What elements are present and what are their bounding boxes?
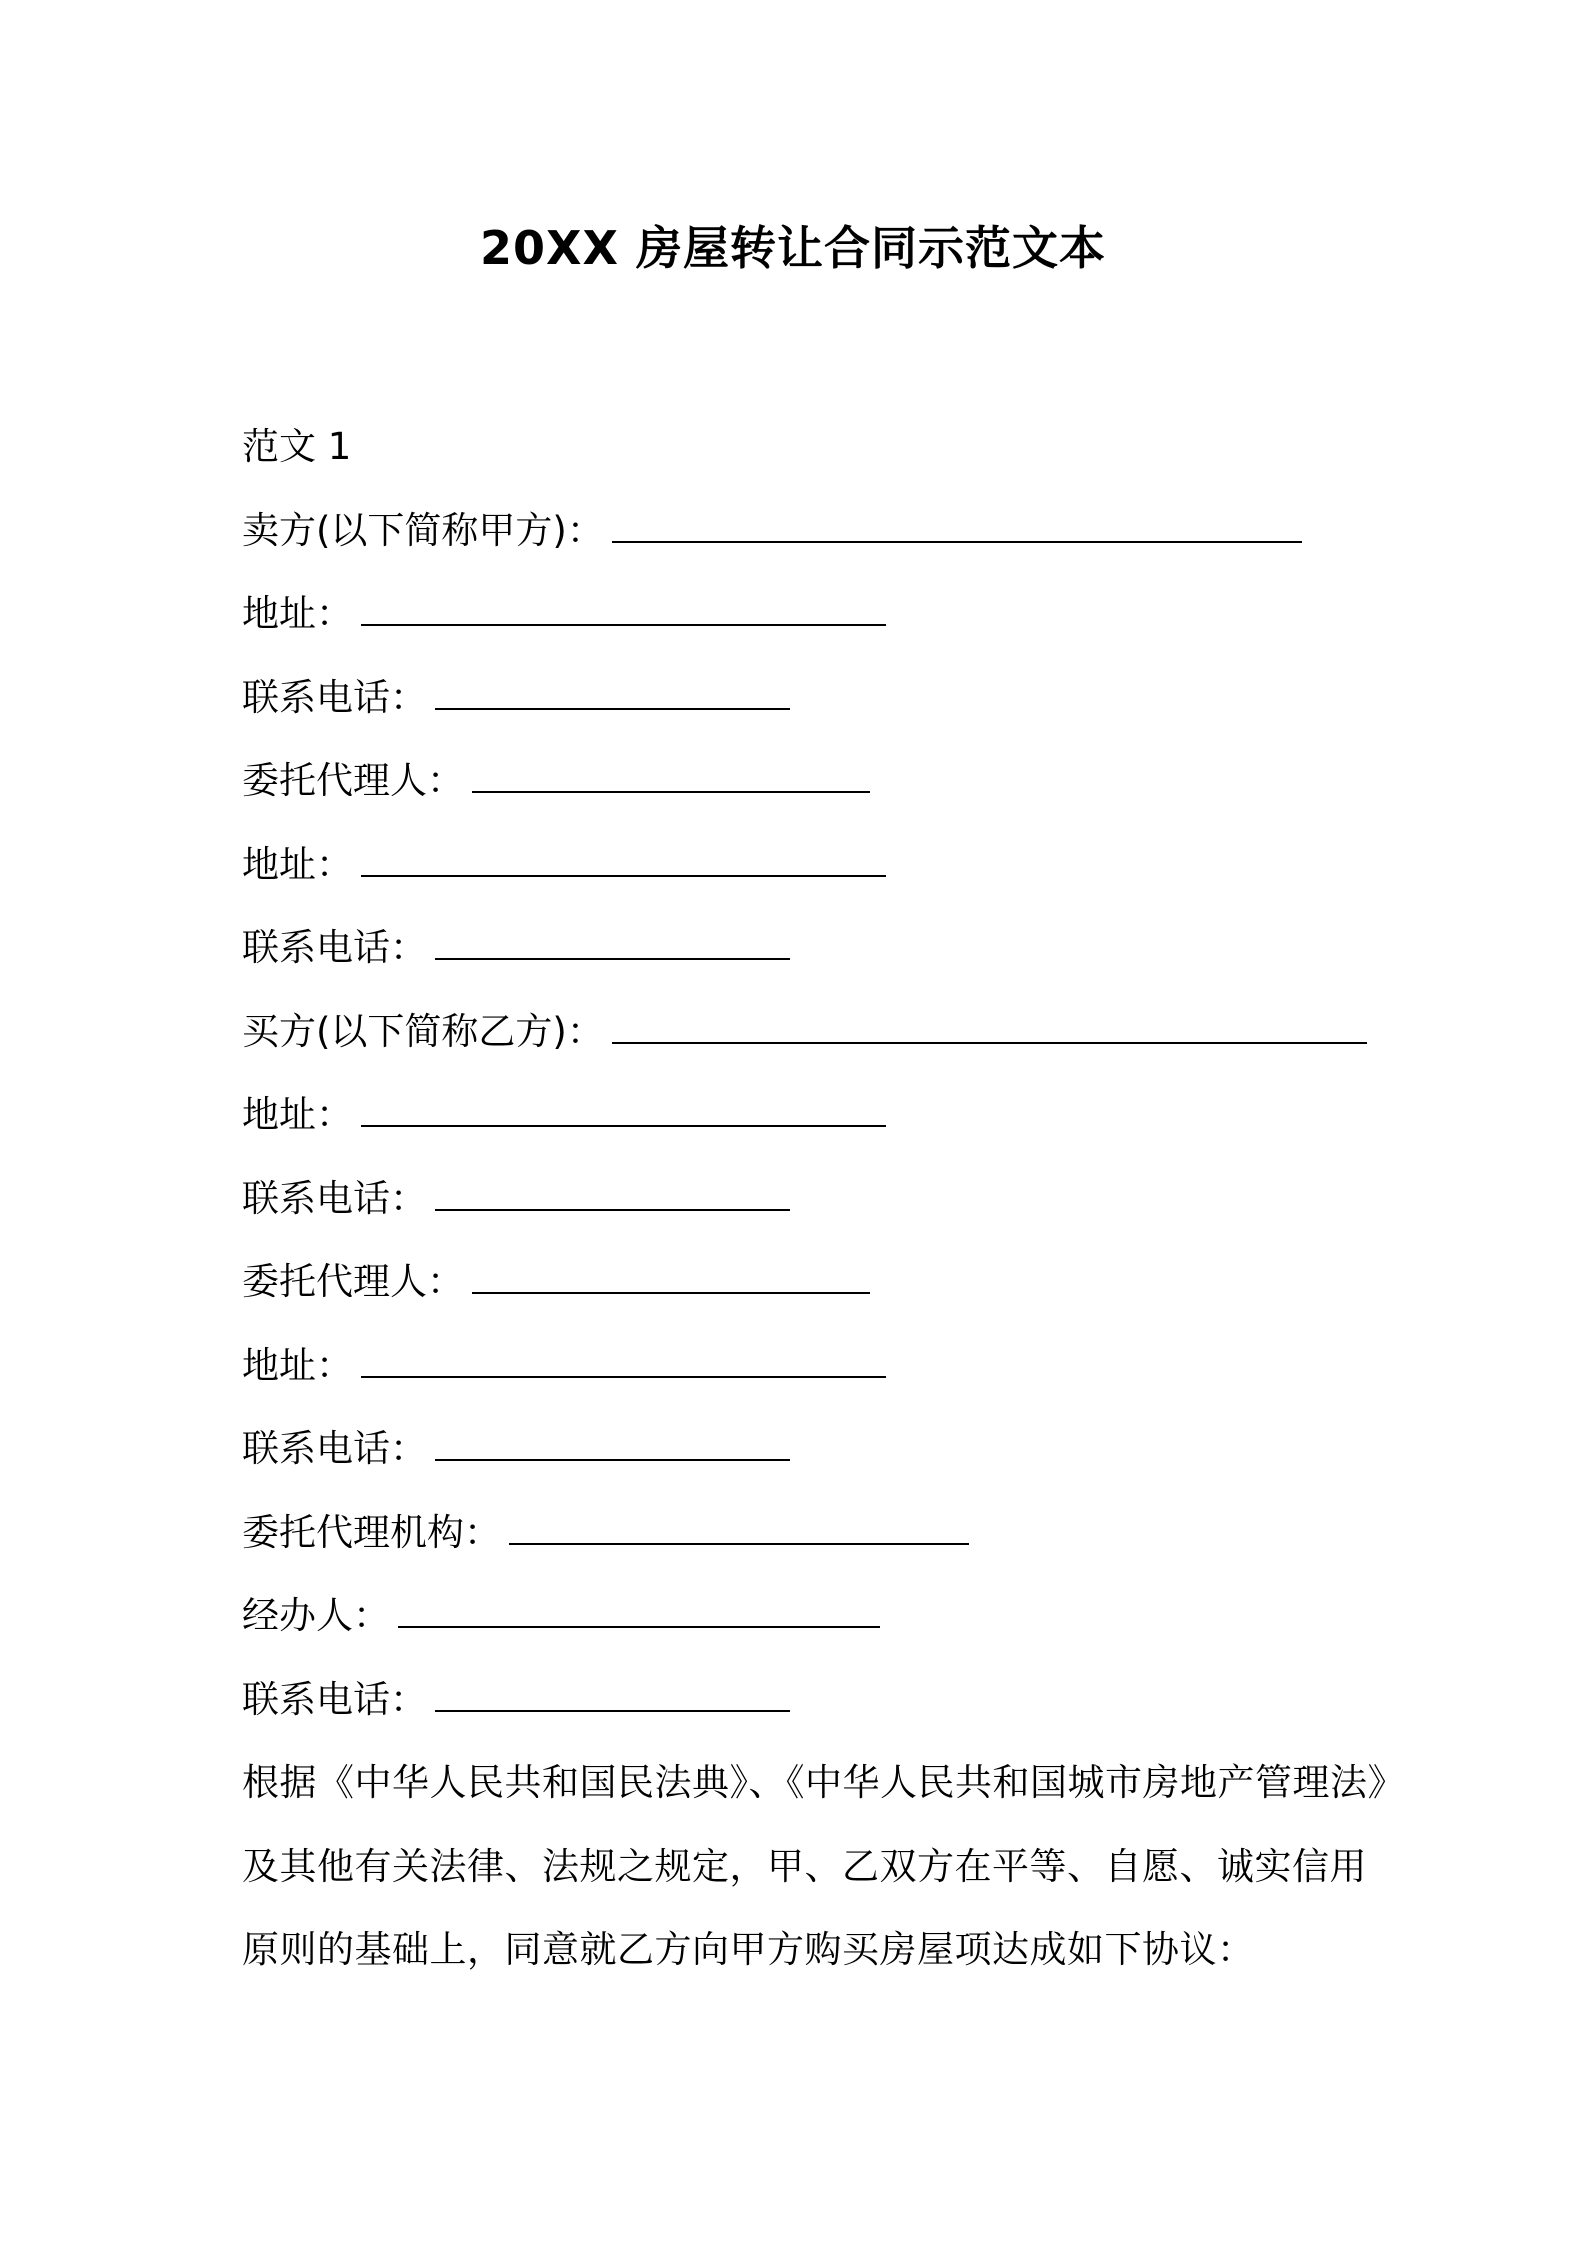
fill-in-blank: [398, 1602, 880, 1628]
fill-in-blank: [509, 1519, 969, 1545]
paragraph-line: 根据《中华人民共和国民法典》、《中华人民共和国城市房地产管理法》: [242, 1761, 1405, 1804]
field-label: 委托代理人：: [242, 1260, 464, 1303]
field-seller-phone: [242, 656, 1362, 740]
field-label: 委托代理人：: [242, 759, 464, 802]
field-buyer: [242, 990, 1362, 1074]
field-seller-agent-address: [242, 823, 1362, 907]
field-label: 地址：: [242, 842, 353, 886]
paragraph-line: 及其他有关法律、法规之规定，甲、乙双方在平等、自愿、诚实信用: [242, 1844, 1367, 1888]
field-label: 联系电话：: [242, 675, 427, 719]
fill-in-blank: [472, 1268, 870, 1294]
fill-in-blank: [361, 1352, 886, 1378]
field-buyer-address: [242, 1073, 1362, 1157]
field-label: 联系电话：: [242, 1677, 427, 1721]
fill-in-blank: [612, 517, 1302, 543]
fill-in-blank: [435, 934, 790, 960]
field-label: 地址：: [242, 1343, 353, 1387]
fill-in-blank: [435, 1435, 790, 1461]
fill-in-blank: [361, 851, 886, 877]
field-label: 联系电话：: [242, 1427, 427, 1470]
field-seller-address: [242, 572, 1362, 656]
fill-in-blank: [435, 1686, 790, 1712]
field-seller-agent: [242, 739, 1362, 823]
fill-in-blank: [435, 684, 790, 710]
field-buyer-agent-phone: [242, 1407, 1362, 1491]
field-label: 地址：: [242, 592, 353, 635]
field-label: 卖方(以下简称甲方)：: [242, 508, 604, 552]
field-buyer-agent: [242, 1240, 1362, 1324]
document-body: [242, 405, 1405, 1992]
field-label: 经办人：: [242, 1594, 390, 1637]
field-label: 委托代理机构：: [242, 1510, 501, 1554]
fill-in-blank: [361, 600, 886, 626]
field-label: 联系电话：: [242, 926, 427, 969]
fill-in-blank: [361, 1101, 886, 1127]
field-agency-phone: [242, 1658, 1362, 1742]
paragraph-line: 原则的基础上，同意就乙方向甲方购买房屋项达成如下协议：: [242, 1928, 1255, 1971]
fill-in-blank: [472, 767, 870, 793]
section-label: 范文 1: [242, 425, 352, 468]
agreement-paragraph: [242, 1741, 1405, 1992]
fill-in-blank: [612, 1018, 1367, 1044]
field-agency: [242, 1491, 1362, 1575]
field-label: 地址：: [242, 1093, 353, 1136]
field-seller-agent-phone: [242, 906, 1362, 990]
field-seller: [242, 489, 1362, 573]
fill-in-blank: [435, 1185, 790, 1211]
field-label: 联系电话：: [242, 1176, 427, 1220]
field-buyer-phone: [242, 1157, 1362, 1241]
field-buyer-agent-address: [242, 1324, 1362, 1408]
field-handler: [242, 1574, 1362, 1658]
field-label: 买方(以下简称乙方)：: [242, 1009, 604, 1053]
document-title: 20XX 房屋转让合同示范文本: [480, 221, 1106, 275]
